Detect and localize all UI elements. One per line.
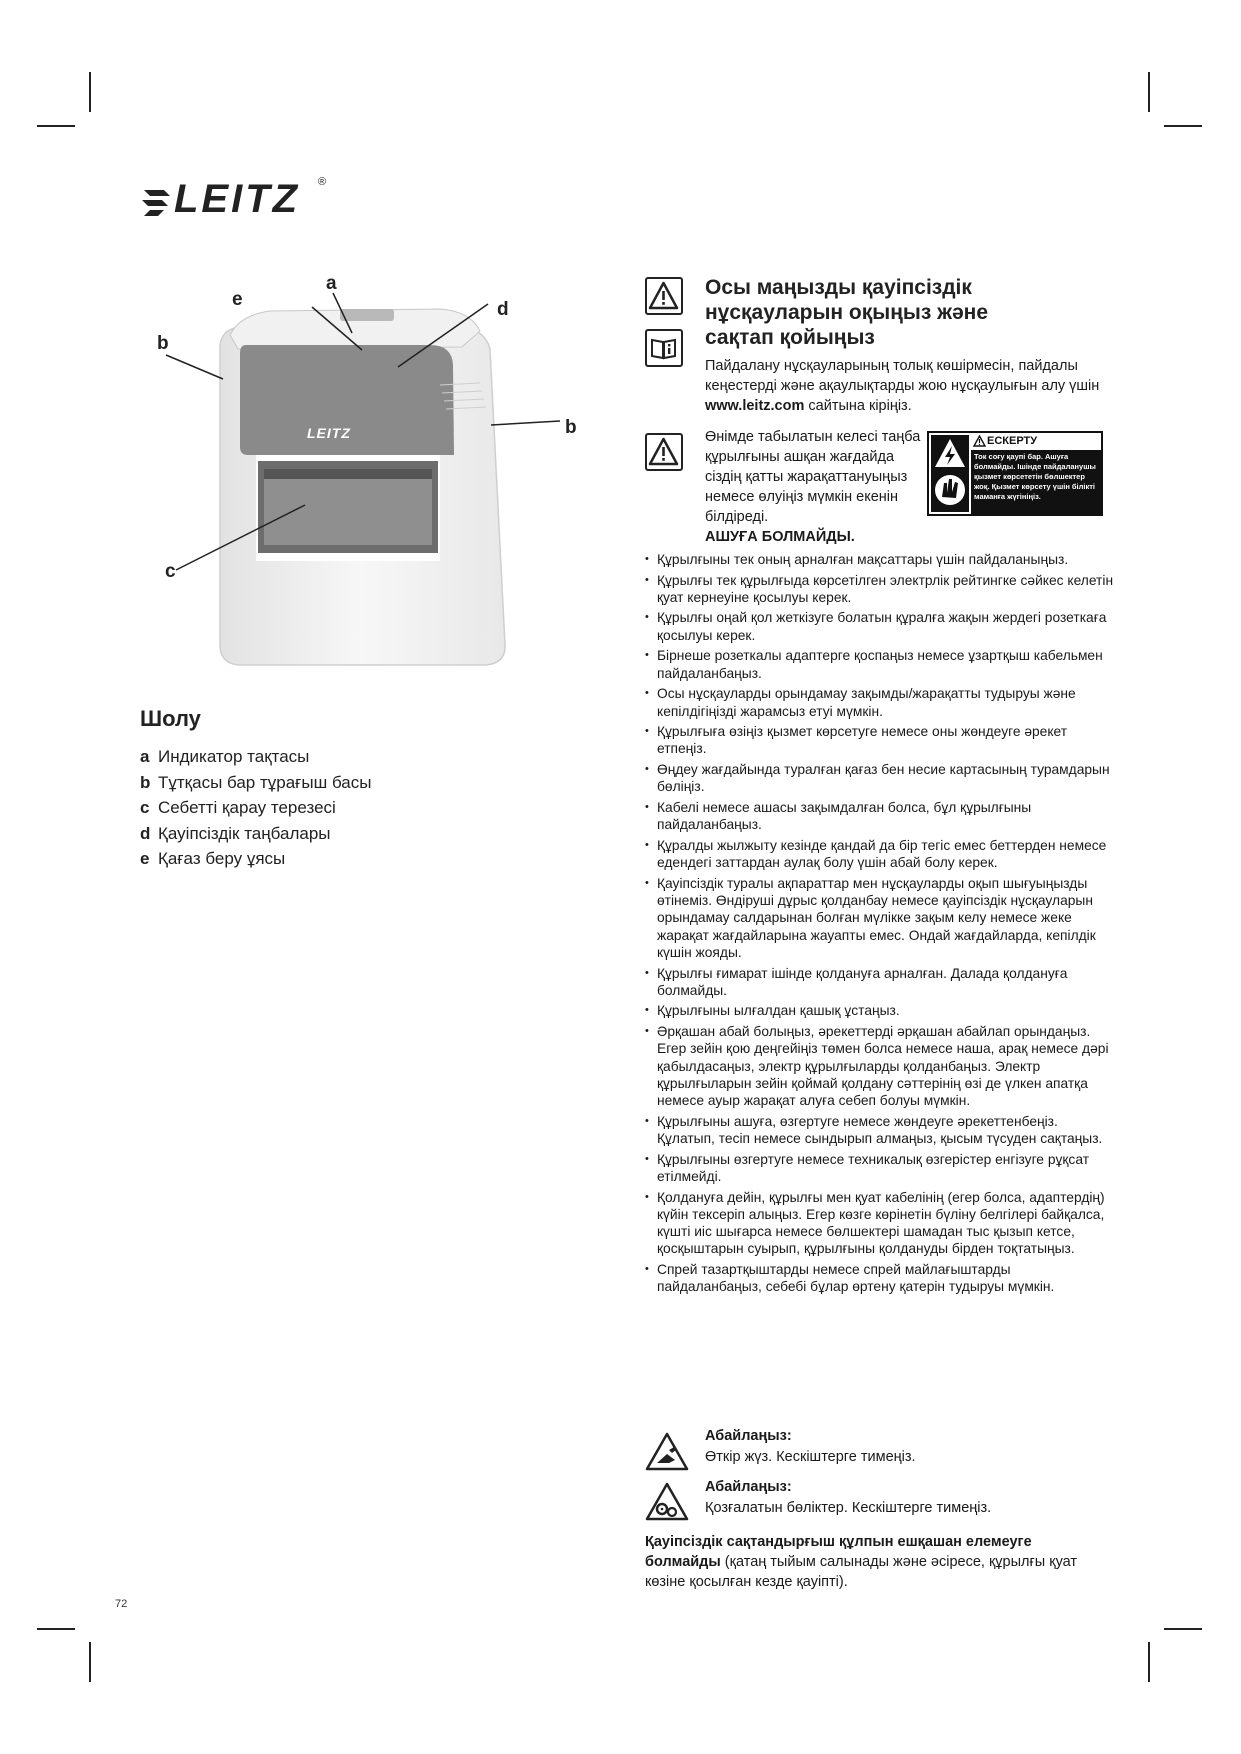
safety-bullets: [645, 551, 1115, 1299]
safety-lock-strong: Қауіпсіздік сақтандырғыш құлпын ешқашан елемеуге болмайды: [645, 1534, 1032, 1570]
safety-intro: [705, 356, 1125, 416]
caution-title: Абайлаңыз:: [705, 1479, 792, 1495]
list-item: • Құрылғыны тек оның арналған мақсаттары үшін пайдаланыңыз.: [645, 551, 1115, 568]
list-item: • Әрқашан абай болыңыз, әрекеттерді әрқашан абайлап орындаңыз. Егер зейін қою деңгейіңіз төмен болса немесе наша, арақ немесе дәрі қабылдасаңыз, электр құрылғыларды қолданбаңыз. Электр құрылғыларын зейін қоймай қолдану сәттерінің өзі де үлкен апатқа немесе ауыр жарақат алуға себеп болуы мүмкін.: [645, 1023, 1115, 1109]
safety-lock-note: [645, 1532, 1095, 1592]
item-text: Қауіпсіздік таңбалары: [158, 823, 331, 843]
logo-text: LEITZ: [174, 177, 301, 221]
safety-lock-rest: (қатаң тыйым салынады және әсіресе, құрылғы қуат көзіне қосылған кезде қауіпті).: [645, 1554, 1078, 1590]
list-item: • Өңдеу жағдайында туралған қағаз бен несие картасының турамдарын бөліңіз.: [645, 761, 1115, 796]
list-item: • Құралды жылжыту кезінде қандай да бір тегіс емес беттерден немесе едендегі заттардан аулақ болу үшін абай болу керек.: [645, 837, 1115, 872]
item-key: a: [140, 747, 150, 766]
do-not-open-text: АШУҒА БОЛМАЙДЫ.: [705, 529, 855, 545]
list-item: • Құрылғыға өзіңіз қызмет көрсетуге немесе оны жөндеуге әрекет етпеңіз.: [645, 723, 1115, 758]
item-text: Тұтқасы бар тұрағыш басы: [158, 772, 372, 792]
item-key: e: [140, 849, 150, 868]
item-text: Себетті қарау терезесі: [158, 798, 336, 817]
item-key: c: [140, 798, 150, 817]
label-c: c: [165, 561, 176, 582]
label-e: e: [232, 289, 243, 310]
leitz-logo: [140, 176, 340, 222]
list-item: • Осы нұсқауларды орындамау зақымды/жарақатты тудыруы және кепілдігіңізді жарамсыз етуі мүмкін.: [645, 685, 1115, 720]
label-a: a: [326, 273, 337, 294]
overview-title: Шолу: [140, 706, 201, 731]
item-key: d: [140, 823, 151, 843]
electric-shock-icon: [931, 435, 969, 512]
list-item: • Құрылғы оңай қол жеткізуге болатын құралға жақын жердегі розеткаға қосылуы керек.: [645, 609, 1115, 644]
list-item: • Құрылғыны өзгертуге немесе техникалық өзгерістер енгізуге рұқсат етілмейді.: [645, 1151, 1115, 1186]
registered-mark: ®: [318, 176, 327, 188]
moving-parts-warning-icon: [645, 1482, 689, 1522]
list-item: • Спрей тазартқыштарды немесе спрей майлағыштарды пайдаланбаңыз, себебі бұлар өртену қатерін тудыруы мүмкін.: [645, 1261, 1115, 1296]
label-b-left: b: [157, 333, 169, 354]
safety-title: [705, 275, 1125, 350]
title-line: Осы маңызды қауіпсіздік: [705, 276, 972, 299]
overview-list: [140, 744, 371, 872]
sharp-blade-warning-icon: [645, 1432, 689, 1472]
crop-mark: [89, 1642, 91, 1682]
list-item: • Құрылғы тек құрылғыда көрсетілген электрлік рейтингке сәйкес келетін қуат кернеуіне қосылуы керек.: [645, 572, 1115, 607]
warning-label: [927, 431, 1103, 516]
list-item: [140, 744, 371, 770]
small-warning-icon: [973, 435, 986, 447]
title-line: сақтап қойыңыз: [705, 326, 875, 349]
list-item: [140, 795, 371, 821]
item-key: b: [140, 772, 151, 792]
caution-text: Қозғалатын бөліктер. Кескіштерге тимеңіз.: [705, 1500, 992, 1516]
device-logo: LEITZ: [307, 425, 351, 441]
read-manual-icon: [645, 329, 683, 367]
list-item: • Қауіпсіздік туралы ақпараттар мен нұсқауларды оқып шығуыңызды өтінеміз. Өндіруші дұрыс қолданбау немесе қауіпсіздік нұсқауларын орындамау салдарынан болған мүлікке зақым келу немесе жеке жарақат жағдайларына жауапты емес. Ондай жағдайларда, кепілдік күшін жояды.: [645, 875, 1115, 961]
list-item: [140, 846, 371, 872]
item-text: Индикатор тақтасы: [158, 747, 310, 766]
list-item: • Кабелі немесе ашасы зақымдалған болса, бұл құрылғыны пайдаланбаңыз.: [645, 799, 1115, 834]
warning-label-heading: [971, 433, 1101, 450]
shredder-diagram: [140, 265, 590, 685]
warning-label-body: Ток соғу қаупі бар. Ашуға болмайды. Ішінде пайдаланушы қызмет көрсететін бөлшектер жоқ. Қызмет көрсету үшін білікті маманға жүгініңіз.: [971, 450, 1101, 514]
intro-text: Пайдалану нұсқауларының толық көшірмесін, пайдалы кеңестерді және ақаулықтарды жою нұсқаулығын алу үшін: [705, 358, 1100, 394]
danger-statement: [705, 427, 927, 547]
crop-mark: [1148, 72, 1150, 112]
list-item: [140, 770, 371, 796]
crop-mark: [1148, 1642, 1150, 1682]
crop-mark: [37, 1628, 75, 1630]
caution-text: Өткір жүз. Кескіштерге тимеңіз.: [705, 1449, 916, 1465]
list-item: • Құрылғы ғимарат ішінде қолдануға арналған. Далада қолдануға болмайды.: [645, 965, 1115, 1000]
list-item: • Қолдануға дейін, құрылғы мен қуат кабелінің (егер болса, адаптердің) күйін тексеріп алыңыз. Егер көзге көрінетін бүліну белгілері байқалса, күшті иіс шығарса немесе бөлшектері шамадан тыс қызып кетсе, қосқыштарын суырып, құрылғыны қолдануды бірден тоқтатыңыз.: [645, 1189, 1115, 1258]
danger-text: Өнімде табылатын келесі таңба құрылғыны ашқан жағдайда сіздің қатты жарақаттануыңыз немесе өлуіңіз мүмкін екенін білдіреді.: [705, 429, 921, 525]
list-item: • Бірнеше розеткалы адаптерге қоспаңыз немесе ұзартқыш кабельмен пайдаланбаңыз.: [645, 647, 1115, 682]
label-b-right: b: [565, 417, 577, 438]
page-number: 72: [115, 1598, 128, 1610]
warning-triangle-icon: [645, 277, 683, 315]
intro-text-end: сайтына кіріңіз.: [804, 398, 912, 414]
shredder-illustration: [140, 265, 590, 685]
list-item: [140, 821, 371, 847]
crop-mark: [1164, 1628, 1202, 1630]
warning-heading-text: ЕСКЕРТУ: [987, 435, 1038, 447]
caution-title: Абайлаңыз:: [705, 1428, 792, 1444]
crop-mark: [89, 72, 91, 112]
warning-triangle-icon: [645, 433, 683, 471]
list-item: • Құрылғыны ашуға, өзгертуге немесе жөндеуге әрекеттенбеңіз. Құлатып, тесіп немесе сындырып алмаңыз, қысым түсуден сақтаңыз.: [645, 1113, 1115, 1148]
crop-mark: [37, 125, 75, 127]
website-link[interactable]: www.leitz.com: [705, 398, 805, 414]
crop-mark: [1164, 125, 1202, 127]
title-line: нұсқауларын оқыңыз және: [705, 301, 989, 324]
label-d: d: [497, 299, 509, 320]
list-item: • Құрылғыны ылғалдан қашық ұстаңыз.: [645, 1002, 1115, 1019]
item-text: Қағаз беру ұясы: [158, 849, 286, 868]
leitz-emblem-icon: [140, 176, 174, 222]
